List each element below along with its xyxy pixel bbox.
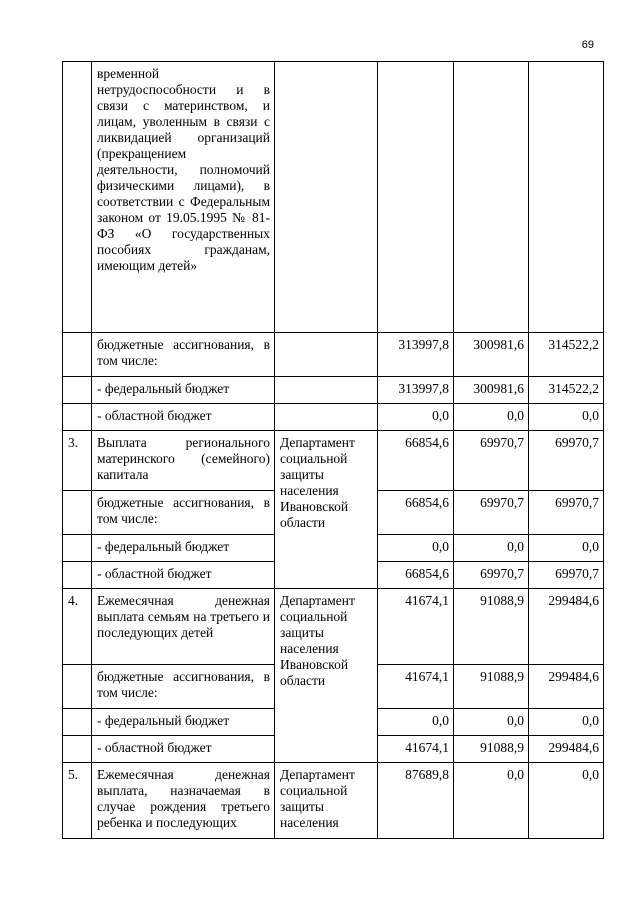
row-value-3: 314522,2 bbox=[529, 333, 604, 377]
row-number bbox=[63, 665, 92, 709]
row-description: - федеральный бюджет bbox=[92, 535, 275, 562]
row-description: - областной бюджет bbox=[92, 736, 275, 763]
row-number: 4. bbox=[63, 589, 92, 665]
row-value-2: 0,0 bbox=[454, 535, 529, 562]
row-value-1: 41674,1 bbox=[378, 665, 454, 709]
page-number: 69 bbox=[581, 39, 594, 51]
row-value-3: 0,0 bbox=[529, 709, 604, 736]
row-value-2: 300981,6 bbox=[454, 377, 529, 404]
row-department: Департамент социальной защиты населения Ивановской области bbox=[275, 431, 378, 589]
row-value-2: 91088,9 bbox=[454, 589, 529, 665]
row-value-3: 0,0 bbox=[529, 404, 604, 431]
row-description: бюджетные ассигнования, в том числе: bbox=[92, 665, 275, 709]
row-number: 3. bbox=[63, 431, 92, 491]
row-value-3: 299484,6 bbox=[529, 589, 604, 665]
row-value-2: 0,0 bbox=[454, 404, 529, 431]
row-value-1: 66854,6 bbox=[378, 431, 454, 491]
row-department: Департамент социальной защиты населения Ивановской области bbox=[275, 589, 378, 763]
row-value-3: 69970,7 bbox=[529, 431, 604, 491]
row-value-2 bbox=[454, 62, 529, 333]
row-number bbox=[63, 404, 92, 431]
row-department bbox=[275, 333, 378, 377]
row-value-1: 41674,1 bbox=[378, 589, 454, 665]
row-value-3: 299484,6 bbox=[529, 665, 604, 709]
row-value-1: 0,0 bbox=[378, 404, 454, 431]
table-row bbox=[63, 377, 604, 404]
row-value-3: 0,0 bbox=[529, 535, 604, 562]
row-value-1 bbox=[378, 62, 454, 333]
row-number bbox=[63, 736, 92, 763]
row-description: - областной бюджет bbox=[92, 562, 275, 589]
row-number bbox=[63, 535, 92, 562]
table-row bbox=[63, 62, 604, 333]
table-row bbox=[63, 763, 604, 839]
row-value-1: 0,0 bbox=[378, 535, 454, 562]
row-description: - федеральный бюджет bbox=[92, 709, 275, 736]
row-number: 5. bbox=[63, 763, 92, 839]
row-value-3: 0,0 bbox=[529, 763, 604, 839]
row-value-3: 299484,6 bbox=[529, 736, 604, 763]
row-value-1: 87689,8 bbox=[378, 763, 454, 839]
row-value-1: 313997,8 bbox=[378, 333, 454, 377]
row-value-3: 314522,2 bbox=[529, 377, 604, 404]
row-value-2: 91088,9 bbox=[454, 665, 529, 709]
table-row bbox=[63, 589, 604, 665]
table-row bbox=[63, 333, 604, 377]
row-description: - областной бюджет bbox=[92, 404, 275, 431]
row-number bbox=[63, 377, 92, 404]
row-value-1: 313997,8 bbox=[378, 377, 454, 404]
row-description: Ежемесячная денежная выплата семьям на третьего и последующих детей bbox=[92, 589, 275, 665]
row-number bbox=[63, 62, 92, 333]
row-value-1: 0,0 bbox=[378, 709, 454, 736]
row-value-2: 69970,7 bbox=[454, 491, 529, 535]
row-description: Ежемесячная денежная выплата, назначаемая в случае рождения третьего ребенка и последующих bbox=[92, 763, 275, 839]
row-value-2: 300981,6 bbox=[454, 333, 529, 377]
row-department: Департамент социальной защиты населения bbox=[275, 763, 378, 839]
row-value-1: 66854,6 bbox=[378, 491, 454, 535]
row-value-3: 69970,7 bbox=[529, 562, 604, 589]
row-description: Выплата регионального материнского (семейного) капитала bbox=[92, 431, 275, 491]
row-department bbox=[275, 62, 378, 333]
row-value-2: 0,0 bbox=[454, 763, 529, 839]
row-description: - федеральный бюджет bbox=[92, 377, 275, 404]
row-description: временной нетрудоспособности и в связи с материнством, и лицам, уволенным в связи с ликвидацией организаций (прекращением деятельности, полномочий физическими лицами), в соответствии с Федеральным законом от 19.05.1995 № 81-ФЗ «О государственных пособиях гражданам, имеющим детей» bbox=[92, 62, 275, 333]
row-description: бюджетные ассигнования, в том числе: bbox=[92, 333, 275, 377]
row-number bbox=[63, 333, 92, 377]
row-value-2: 91088,9 bbox=[454, 736, 529, 763]
table-row bbox=[63, 404, 604, 431]
row-value-2: 69970,7 bbox=[454, 431, 529, 491]
row-department bbox=[275, 377, 378, 404]
row-number bbox=[63, 491, 92, 535]
row-number bbox=[63, 709, 92, 736]
row-description: бюджетные ассигнования, в том числе: bbox=[92, 491, 275, 535]
row-department bbox=[275, 404, 378, 431]
row-value-1: 66854,6 bbox=[378, 562, 454, 589]
row-number bbox=[63, 562, 92, 589]
table-row bbox=[63, 431, 604, 491]
row-value-3 bbox=[529, 62, 604, 333]
row-value-1: 41674,1 bbox=[378, 736, 454, 763]
row-value-2: 0,0 bbox=[454, 709, 529, 736]
budget-table bbox=[62, 61, 604, 839]
row-value-2: 69970,7 bbox=[454, 562, 529, 589]
row-value-3: 69970,7 bbox=[529, 491, 604, 535]
